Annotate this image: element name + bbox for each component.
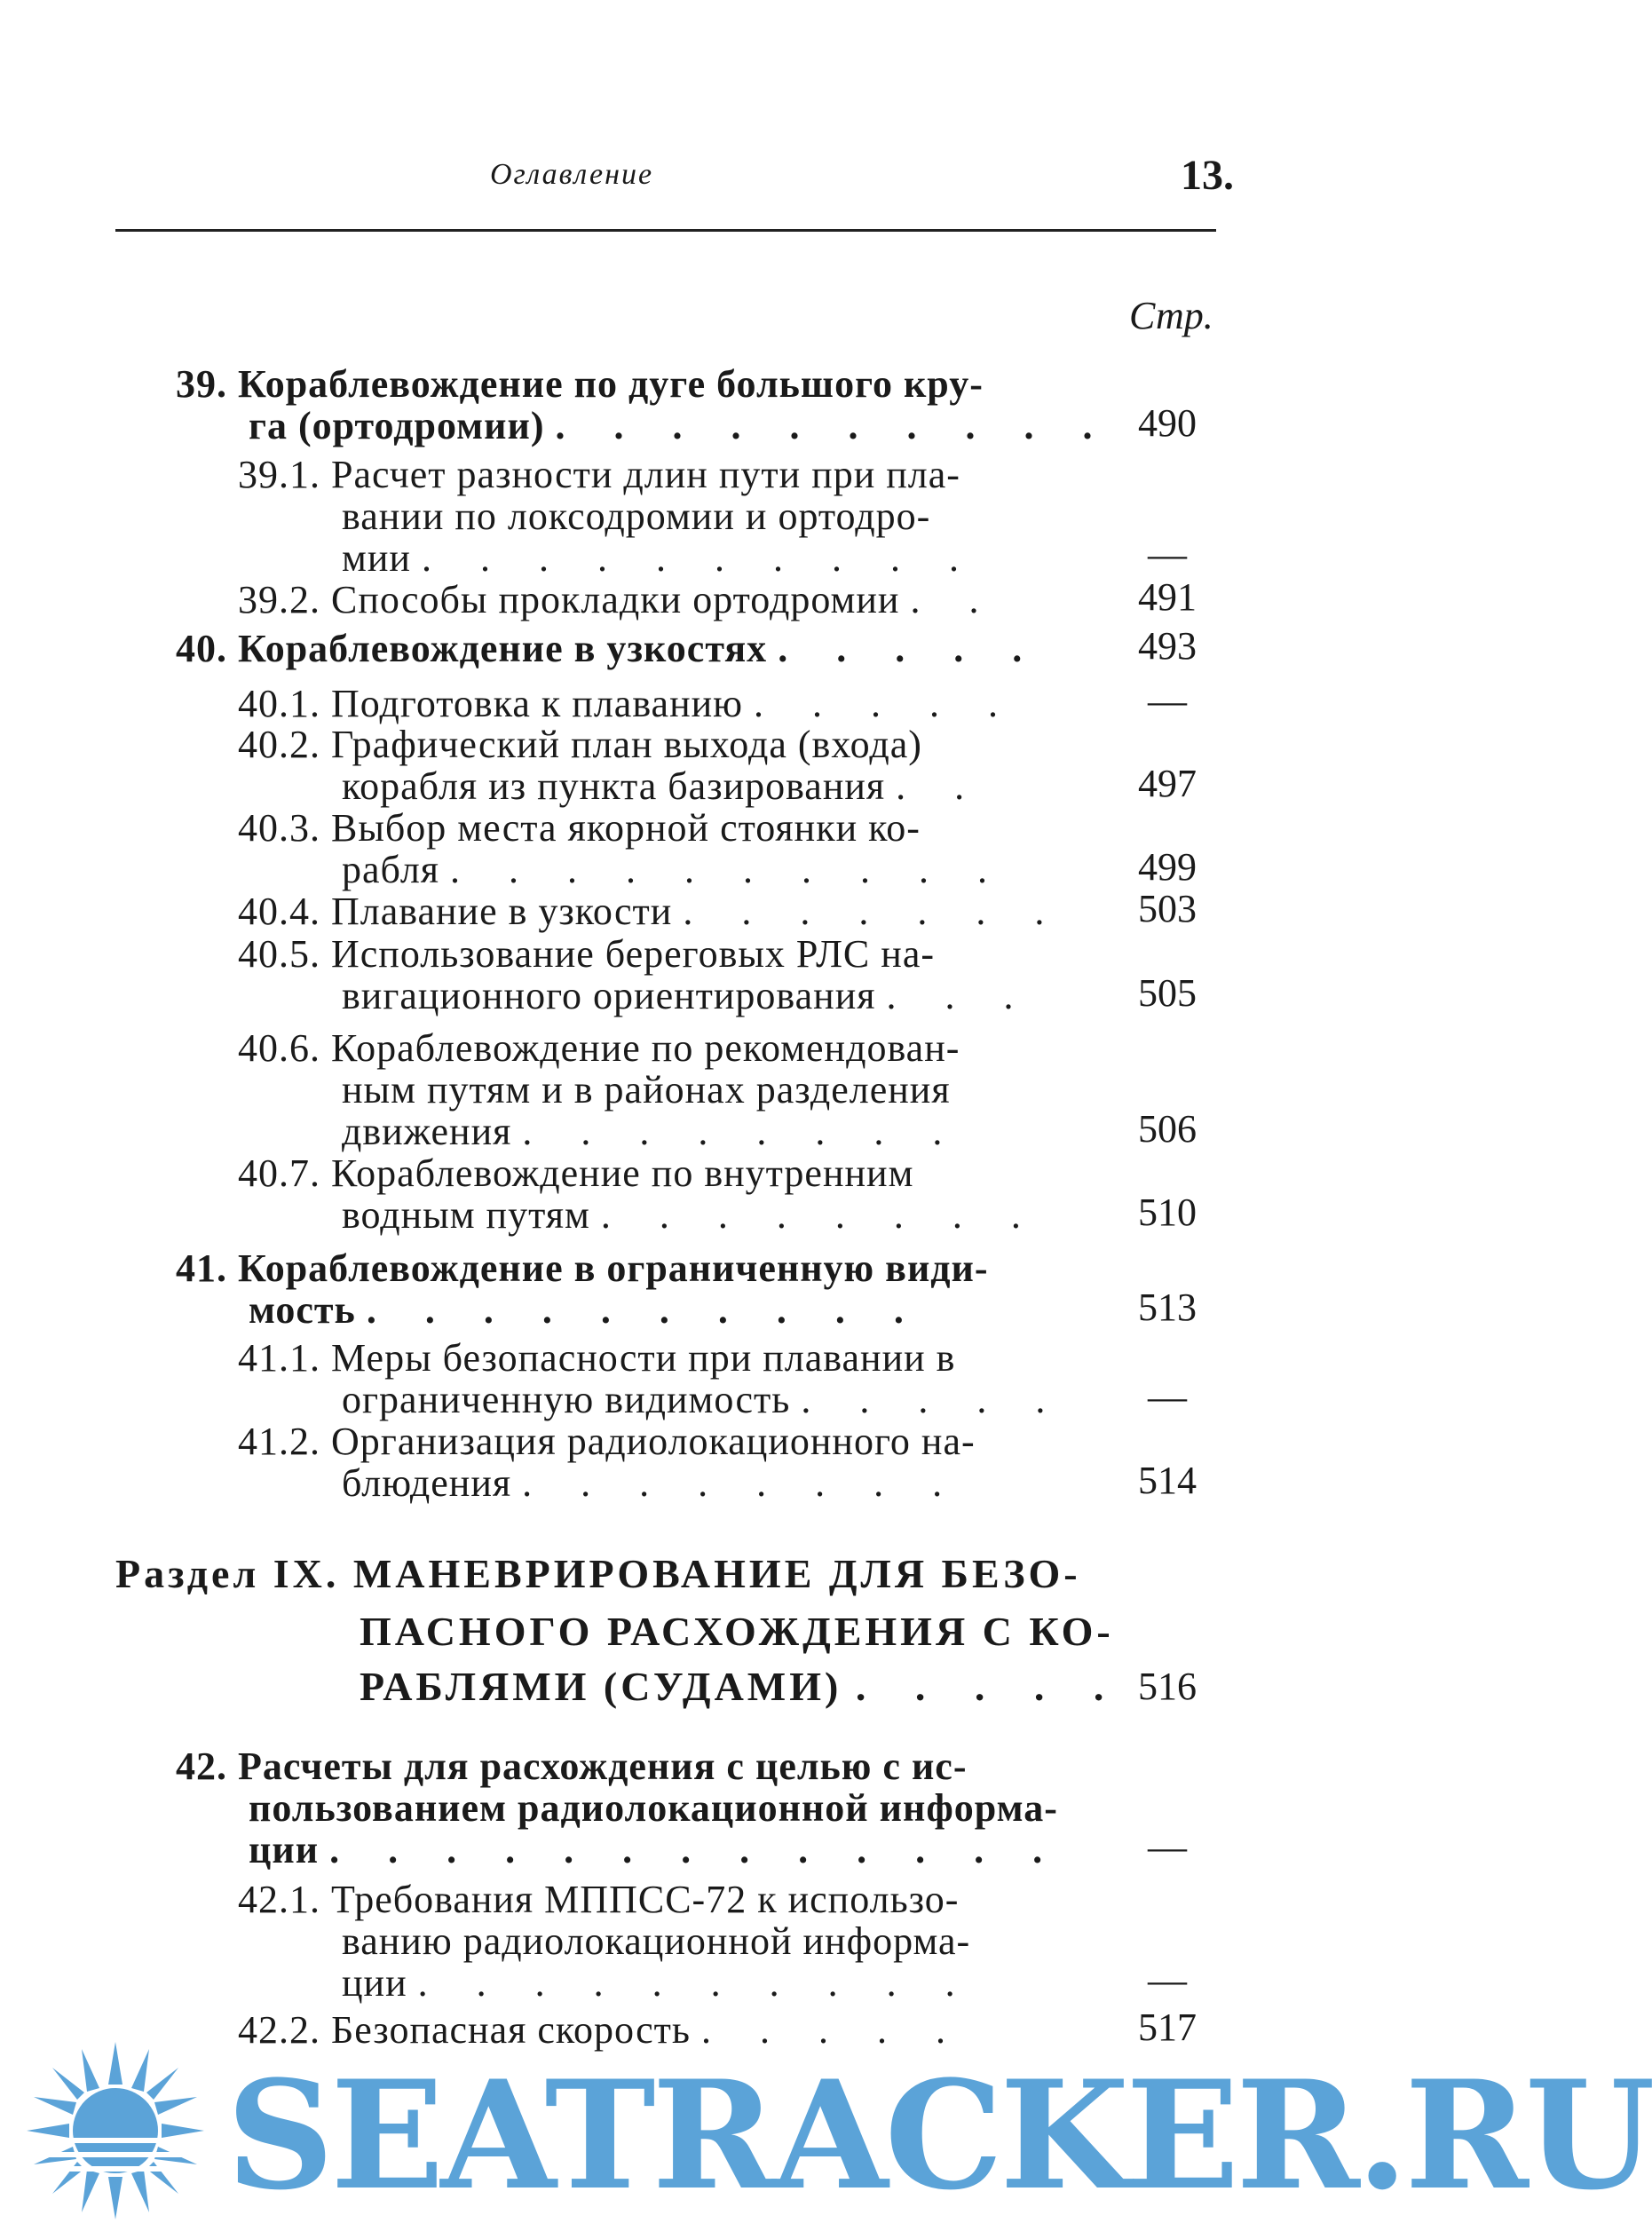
toc-entry-41-1-line2 xyxy=(342,1378,1064,1422)
toc-entry-40-6-line1 xyxy=(238,1026,960,1071)
toc-entry-40-7-line2 xyxy=(342,1193,1040,1238)
leader-dots: . . . . . . . xyxy=(683,890,1064,933)
toc-entry-number: 40.1. xyxy=(238,682,320,725)
watermark-text: SEATRACKER.RU xyxy=(226,2047,1652,2223)
toc-entry-40-6-line2: ным путям и в районах разделения xyxy=(342,1068,951,1112)
toc-entry-42-1-line3 xyxy=(342,1961,975,2006)
toc-entry-number: 40.4. xyxy=(238,890,320,933)
toc-entry-text: Кораблевождение по рекомендован- xyxy=(331,1026,960,1070)
toc-entry-number: 42.2. xyxy=(238,2008,320,2052)
toc-entry-40-6-line3 xyxy=(342,1110,961,1154)
toc-entry-40-2-line1 xyxy=(238,723,922,767)
toc-entry-40-4 xyxy=(238,890,1063,934)
toc-entry-40 xyxy=(176,627,1041,671)
leader-dots: . . . . . xyxy=(700,2008,965,2052)
toc-entry-text: мость xyxy=(249,1288,356,1332)
toc-page-41-1: — xyxy=(1148,1375,1187,1419)
toc-page-section-9: 516 xyxy=(1138,1665,1197,1708)
toc-entry-42-line2: пользованием радиолокационной информа- xyxy=(249,1786,1058,1830)
toc-entry-40-3-line1 xyxy=(238,806,921,850)
toc-entry-text: Подготовка к плаванию xyxy=(331,682,744,725)
watermark xyxy=(0,2033,1652,2231)
toc-entry-text: движения xyxy=(342,1110,512,1153)
toc-entry-text: ции xyxy=(342,1961,407,2005)
toc-entry-41-line1 xyxy=(176,1246,989,1291)
toc-entry-text: ции xyxy=(249,1828,320,1871)
toc-entry-number: 40.2. xyxy=(238,723,320,766)
leader-dots: . . . . . xyxy=(754,682,1018,725)
toc-entry-40-5-line2 xyxy=(342,974,1033,1018)
toc-entry-39-line2 xyxy=(249,404,1112,448)
toc-page-40-5: 505 xyxy=(1138,971,1197,1015)
toc-entry-number: 41.1. xyxy=(238,1336,320,1380)
leader-dots: . . . . . . . . . . xyxy=(366,1288,923,1332)
toc-entry-number: 40.3. xyxy=(238,806,320,850)
toc-page-39: 490 xyxy=(1138,401,1197,445)
toc-entry-number: 40.5. xyxy=(238,932,320,976)
toc-entry-text: мии xyxy=(342,536,411,580)
leader-dots: . . . . . . . . xyxy=(522,1110,962,1153)
toc-entry-39-1-line1 xyxy=(238,453,960,497)
toc-entry-text: Кораблевождение в узкостях xyxy=(238,627,768,670)
toc-entry-number: 39. xyxy=(176,362,227,406)
toc-entry-text: Меры безопасности при плавании в xyxy=(331,1336,956,1380)
toc-entry-39-2 xyxy=(238,578,998,622)
toc-entry-text: Расчеты для расхождения с целью с ис- xyxy=(238,1744,968,1788)
leader-dots: . . . xyxy=(886,974,1033,1017)
toc-entry-40-1 xyxy=(238,682,1017,726)
leader-dots: . . . . . xyxy=(855,1664,1124,1709)
section-9-line3 xyxy=(360,1662,1123,1712)
toc-entry-39-1-line3 xyxy=(342,536,978,581)
toc-entry-text: водным путям xyxy=(342,1193,590,1237)
toc-entry-text: га (ортодромии) xyxy=(249,404,545,447)
toc-entry-text: Требования МППСС-72 к использо- xyxy=(331,1878,960,1921)
toc-page-40: 493 xyxy=(1138,624,1197,668)
toc-page-42: — xyxy=(1148,1825,1187,1869)
toc-entry-42-1-line2: ванию радиолокационной информа- xyxy=(342,1919,971,1963)
sun-logo-icon xyxy=(18,2033,213,2228)
leader-dots: . . xyxy=(910,578,999,621)
toc-entry-text: Кораблевождение по дуге большого кру- xyxy=(238,362,984,406)
toc-entry-text: Плавание в узкости xyxy=(331,890,673,933)
section-title: МАНЕВРИРОВАНИЕ ДЛЯ БЕЗО- xyxy=(352,1551,1081,1596)
toc-entry-number: 41.2. xyxy=(238,1420,320,1463)
toc-entry-text: Кораблевождение по внутренним xyxy=(331,1151,914,1195)
section-label: Раздел IX. xyxy=(115,1551,340,1596)
toc-page-40-3: 499 xyxy=(1138,845,1197,889)
toc-entry-text: ограниченную видимость xyxy=(342,1378,791,1421)
toc-entry-text: Графический план выхода (входа) xyxy=(331,723,922,766)
section-9-line1 xyxy=(115,1549,1081,1599)
leader-dots: . . . . . xyxy=(778,627,1042,670)
toc-entry-number: 42.1. xyxy=(238,1878,320,1921)
toc-entry-40-3-line2 xyxy=(342,848,1007,892)
toc-entry-40-5-line1 xyxy=(238,932,935,977)
leader-dots: . . . . . xyxy=(801,1378,1065,1421)
toc-entry-text: вигационного ориентирования xyxy=(342,974,876,1017)
leader-dots: . . . . . . . . . . xyxy=(417,1961,975,2005)
section-title: РАБЛЯМИ (СУДАМИ) xyxy=(360,1664,842,1709)
toc-entry-number: 40. xyxy=(176,627,227,670)
toc-page-40-1: — xyxy=(1148,679,1187,723)
toc-entry-42-line1 xyxy=(176,1744,967,1789)
toc-entry-text: корабля из пункта базирования xyxy=(342,764,886,808)
toc-page-39-2: 491 xyxy=(1138,575,1197,619)
leader-dots: . . . . . . . . . . xyxy=(421,536,978,580)
toc-entry-42-line3 xyxy=(249,1828,1062,1872)
toc-page-41: 513 xyxy=(1138,1286,1197,1329)
toc-entry-number: 39.1. xyxy=(238,453,320,496)
toc-entry-text: Использование береговых РЛС на- xyxy=(331,932,935,976)
toc-entry-41-line2 xyxy=(249,1288,923,1333)
toc-page-42-1: — xyxy=(1148,1958,1187,2002)
toc-page-40-4: 503 xyxy=(1138,887,1197,930)
toc-entry-40-7-line1 xyxy=(238,1151,913,1196)
toc-entry-number: 42. xyxy=(176,1744,227,1788)
leader-dots: . . xyxy=(896,764,984,808)
leader-dots: . . . . . . . . . . xyxy=(450,848,1008,891)
leader-dots: . . . . . . . . . . . . . xyxy=(329,1828,1063,1871)
toc-entry-text: Организация радиолокационного на- xyxy=(331,1420,976,1463)
toc-entry-41-2-line2 xyxy=(342,1461,961,1506)
toc-page-40-6: 506 xyxy=(1138,1107,1197,1151)
toc-entry-41-1-line1 xyxy=(238,1336,955,1381)
toc-entry-text: блюдения xyxy=(342,1461,512,1505)
toc-entry-41-2-line1 xyxy=(238,1420,976,1464)
leader-dots: . . . . . . . . xyxy=(522,1461,962,1505)
toc-page-40-7: 510 xyxy=(1138,1191,1197,1234)
toc-entry-39-line1 xyxy=(176,362,984,407)
toc-entry-text: Выбор места якорной стоянки ко- xyxy=(331,806,921,850)
toc-entry-text: Способы прокладки ортодромии xyxy=(331,578,900,621)
toc-entry-number: 41. xyxy=(176,1246,227,1290)
page-number: 13. xyxy=(1181,152,1234,199)
running-title: Оглавление xyxy=(489,158,654,191)
toc-page-39-1: — xyxy=(1148,533,1187,576)
toc-entry-39-1-line2: вании по локсодромии и ортодро- xyxy=(342,494,931,538)
toc-entry-number: 40.7. xyxy=(238,1151,320,1195)
toc-entry-text: рабля xyxy=(342,848,440,891)
toc-page-42-2: 517 xyxy=(1138,2006,1197,2049)
toc-entry-number: 40.6. xyxy=(238,1026,320,1070)
toc-entry-text: Кораблевождение в ограниченную види- xyxy=(238,1246,989,1290)
leader-dots: . . . . . . . . . . xyxy=(555,404,1112,447)
toc-entry-42-1-line1 xyxy=(238,1878,959,1922)
toc-entry-text: Безопасная скорость xyxy=(331,2008,691,2052)
toc-entry-40-2-line2 xyxy=(342,764,984,809)
leader-dots: . . . . . . . . xyxy=(600,1193,1040,1237)
toc-page-41-2: 514 xyxy=(1138,1459,1197,1502)
section-9-line2: ПАСНОГО РАСХОЖДЕНИЯ С КО- xyxy=(360,1609,1114,1654)
page-column-label: Стр. xyxy=(1129,294,1213,337)
toc-entry-number: 39.2. xyxy=(238,578,320,621)
toc-entry-text: Расчет разности длин пути при пла- xyxy=(331,453,960,496)
toc-page-40-2: 497 xyxy=(1138,762,1197,805)
